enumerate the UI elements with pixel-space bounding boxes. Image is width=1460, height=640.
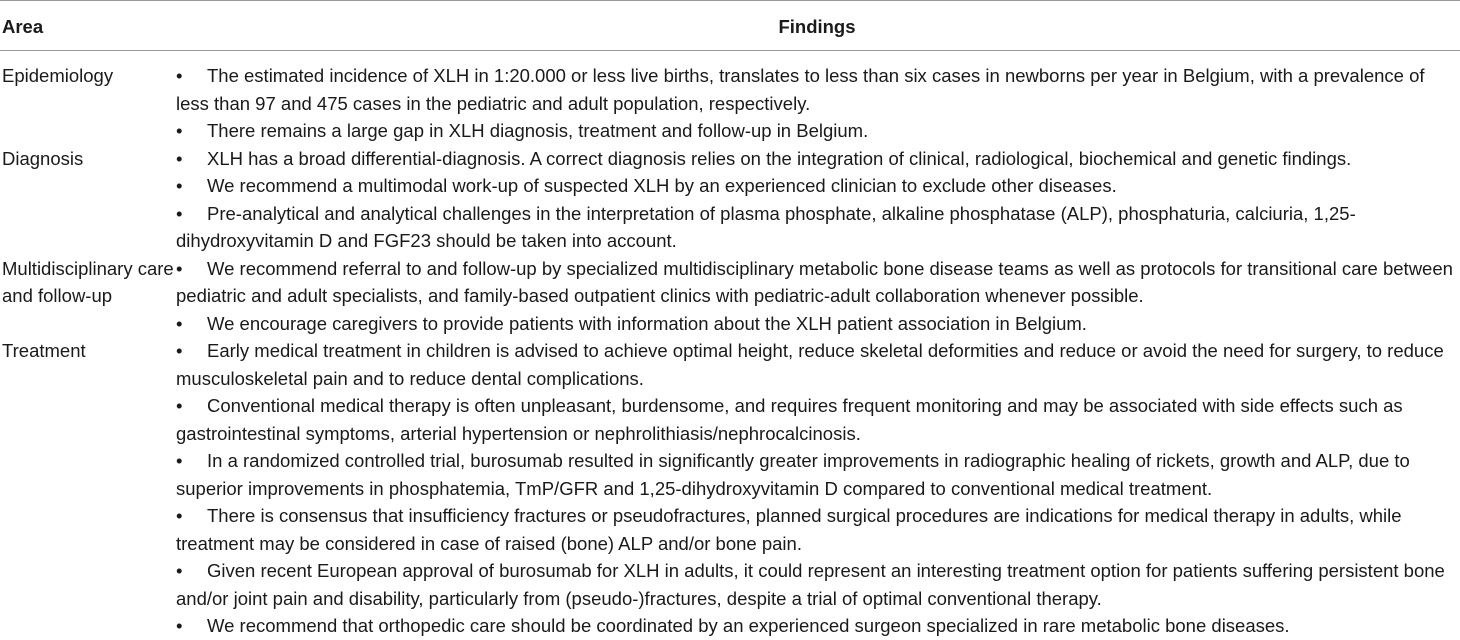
- table-header-rule: [0, 50, 1460, 51]
- finding-text: Given recent European approval of burosumab for XLH in adults, it could represent an interesting treatment option for patients suffering persistent bone and/or joint pain and disability, particularly from (pseudo-)fractures, despite a trial of optimal conventional therapy.: [176, 560, 1445, 609]
- area-cell: Treatment: [2, 340, 86, 361]
- finding-text: There remains a large gap in XLH diagnosis, treatment and follow-up in Belgium.: [207, 120, 869, 141]
- finding-item: [176, 255, 1458, 310]
- bullet-glyph: •: [176, 120, 183, 141]
- finding-item: [176, 145, 1458, 173]
- finding-item: [176, 172, 1458, 200]
- finding-item: [176, 200, 1458, 255]
- finding-text: We recommend referral to and follow-up by specialized multidisciplinary metabolic bone disease teams as well as protocols for transitional care between pediatric and adult specialists, and family-based outpatient clinics with pediatric-adult collaboration whenever possible.: [176, 257, 1453, 306]
- bullet-glyph: •: [176, 450, 183, 471]
- bullet-glyph: •: [176, 65, 183, 86]
- finding-text: XLH has a broad differential-diagnosis. A correct diagnosis relies on the integration of clinical, radiological, biochemical and genetic findings.: [207, 147, 1352, 169]
- finding-text: Early medical treatment in children is advised to achieve optimal height, reduce skeletal deformities and reduce or avoid the need for surgery, to reduce musculoskeletal pain and to reduce dental complications.: [176, 340, 1444, 389]
- finding-text: The estimated incidence of XLH in 1:20.000 or less live births, translates to less than six cases in newborns per year in Belgium, with a prevalence of less than 97 and 475 cases in the pediatric and adult population, respectively.: [176, 65, 1425, 114]
- area-cell: Multidisciplinary care and follow-up: [2, 257, 174, 306]
- finding-text: We encourage caregivers to provide patients with information about the XLH patient association in Belgium.: [207, 312, 1087, 334]
- bullet-glyph: •: [176, 340, 183, 361]
- header-findings: Findings: [778, 16, 856, 37]
- finding-item: [176, 447, 1458, 502]
- findings-cell: [176, 255, 1458, 338]
- bullet-glyph: •: [176, 175, 183, 196]
- bullet-glyph: •: [176, 257, 183, 279]
- finding-text: There is consensus that insufficiency fractures or pseudofractures, planned surgical procedures are indications for medical therapy in adults, while treatment may be considered in case of raised (bone) ALP and/or bone pain.: [176, 505, 1402, 554]
- table-body: [0, 62, 1460, 640]
- bullet-glyph: •: [176, 312, 183, 334]
- finding-item: [176, 310, 1458, 338]
- table-row-diagnosis: [0, 145, 1460, 255]
- findings-cell: [176, 62, 1458, 145]
- finding-item: [176, 502, 1458, 557]
- finding-item: [176, 337, 1458, 392]
- findings-cell: [176, 337, 1458, 640]
- finding-item: [176, 62, 1458, 117]
- bullet-glyph: •: [176, 147, 183, 169]
- finding-text: We recommend a multimodal work-up of suspected XLH by an experienced clinician to exclude other diseases.: [207, 175, 1117, 196]
- finding-item: [176, 612, 1458, 640]
- findings-cell: [176, 145, 1458, 255]
- bullet-glyph: •: [176, 395, 183, 416]
- finding-text: Pre-analytical and analytical challenges in the interpretation of plasma phosphate, alkaline phosphatase (ALP), phosphaturia, calciuria, 1,25-dihydroxyvitamin D and FGF23 should be taken into account.: [176, 202, 1356, 251]
- finding-text: In a randomized controlled trial, burosumab resulted in significantly greater improvements in radiographic healing of rickets, growth and ALP, due to superior improvements in phosphatemia, TmP/GFR and 1,25-dihydroxyvitamin D compared to conventional medical treatment.: [176, 450, 1410, 499]
- bullet-glyph: •: [176, 560, 183, 581]
- area-cell: Diagnosis: [2, 147, 84, 169]
- table-row-epidemiology: [0, 62, 1460, 145]
- bullet-glyph: •: [176, 615, 183, 636]
- bullet-glyph: •: [176, 202, 183, 224]
- finding-item: [176, 117, 1458, 145]
- finding-text: We recommend that orthopedic care should be coordinated by an experienced surgeon specialized in rare metabolic bone diseases.: [207, 615, 1290, 636]
- finding-text: Conventional medical therapy is often unpleasant, burdensome, and requires frequent monitoring and may be associated with side effects such as gastrointestinal symptoms, arterial hypertension or nephrolithiasis/nephrocalcinosis.: [176, 395, 1403, 444]
- table-header: [0, 13, 1460, 41]
- finding-item: [176, 557, 1458, 612]
- header-area: Area: [2, 16, 44, 37]
- table-row-treatment: [0, 337, 1460, 640]
- table-row-multidisciplinary: [0, 255, 1460, 338]
- bullet-glyph: •: [176, 505, 183, 526]
- table-top-rule: [0, 0, 1460, 1]
- area-cell: Epidemiology: [2, 65, 114, 86]
- finding-item: [176, 392, 1458, 447]
